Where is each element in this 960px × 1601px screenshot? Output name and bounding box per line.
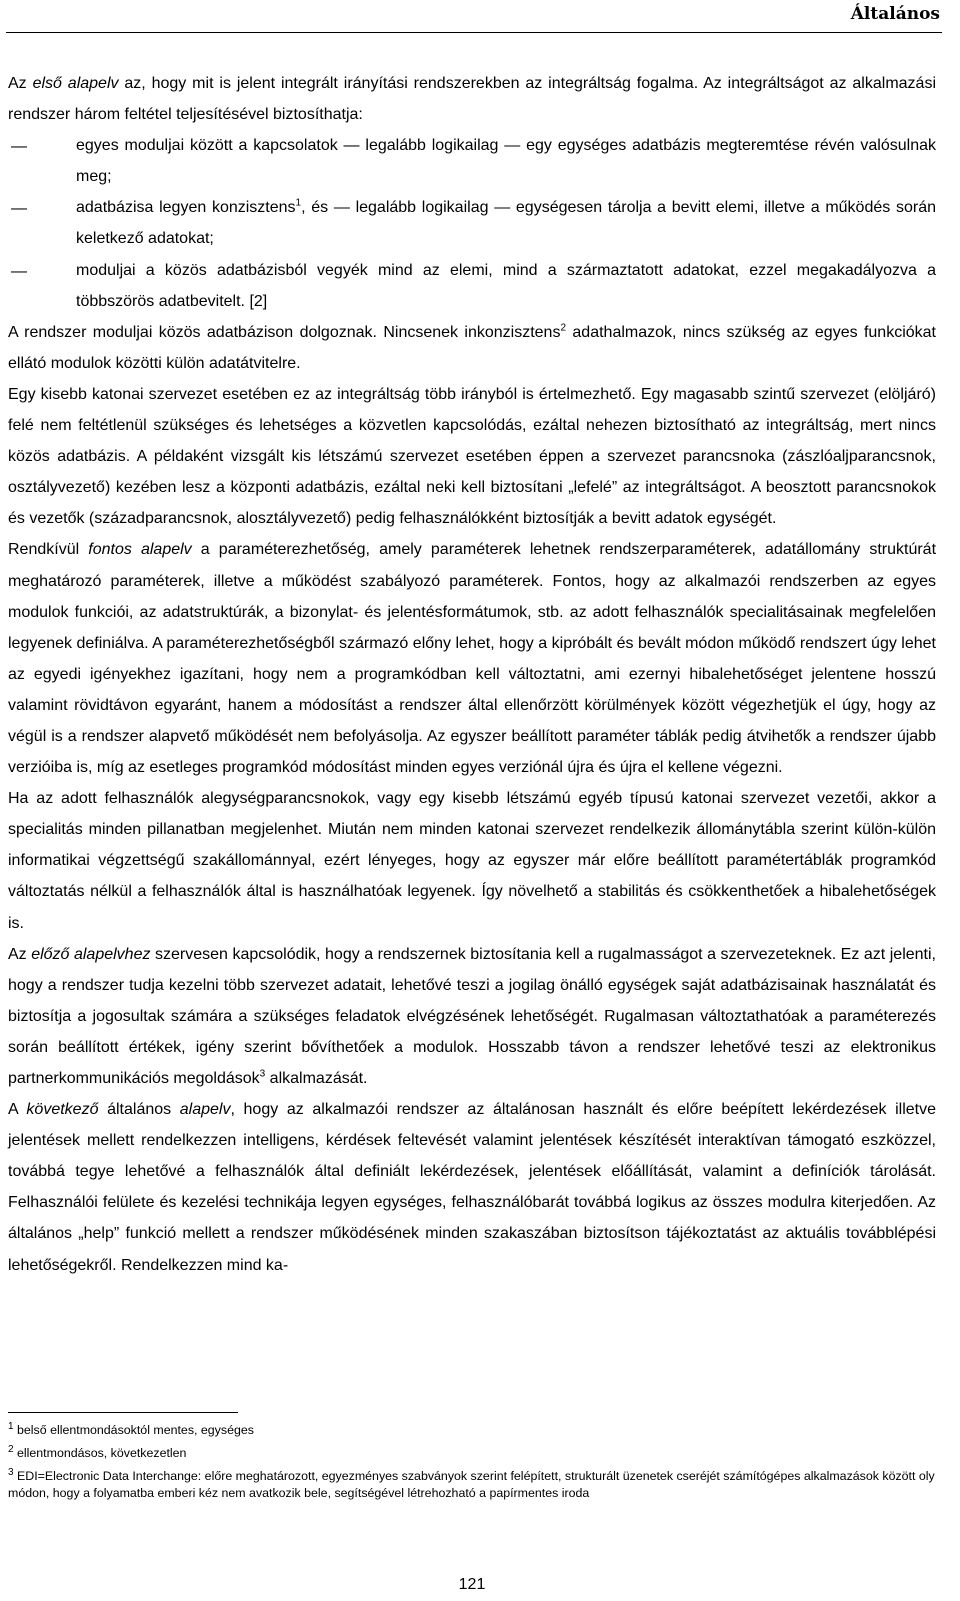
text-run: , hogy az alkalmazói rendszer az általánosan használt és előre beépített lekérdezések illetve jelentések mellett rendelkezzen intelligens, kérdések feltevését valamint jelentések készítését interaktívan támogató eszközzel, továbbá tegye lehetővé a felhasználók által definiált lekérdezések, jelentések előállítását, valamint a definíciók tárolását. Felhasználói felülete és kezelési technikája legyen egységes, felhasználóbarát továbbá logikus az összes modulra kiterjedően. Az általános „help” funkció mellett a rendszer működésének minden szakaszában biztosítson tájékoztatást az aktuális továbblépési lehetőségekről. Rendelkezzen mind ka- [8,1101,937,1274]
footnote [8,1445,938,1462]
footnote-text: belső ellentmondásoktól mentes, egységes [13,1423,254,1437]
dash-bullet-icon: — [11,138,27,156]
paragraph-4 [8,534,936,783]
paragraph-2 [8,317,936,379]
emphasis: első alapelv [32,75,119,92]
footnote-text: ellentmondásos, következetlen [13,1446,187,1460]
text-run: moduljai a közös adatbázisból vegyék mind az elemi, mind a származtatott adatokat, ezzel megakadályozva a többszörös adatbevitelt. [2] [76,261,936,310]
text-run: A [8,1101,27,1119]
paragraph-7 [8,1094,936,1281]
footnote-ref[interactable]: 2 [560,322,567,334]
running-header: Általános [850,4,940,24]
text-run: egyes moduljai között a kapcsolatok — legalább logikailag — egy egységes adatbázis megteremtése révén valósulnak meg; [76,137,936,186]
text-run: az, hogy mit is jelent integrált irányítási rendszerekben az integráltság fogalma. Az integráltságot az alkalmazási rendszer három feltétel teljesítésével biztosíthatja: [8,75,936,124]
footnote-text: EDI=Electronic Data Interchange: előre meghatározott, egyezményes szabványok szerint felépített, strukturált üzenetek cseréjét számítógépes alkalmazások között oly módon, hogy a folyamatba emberi kéz nem avatkozik bele, segítségével létrehozható a papírmentes iroda [8,1469,935,1500]
footnote-mark: 3 [8,1466,14,1478]
text-run: általános [98,1101,180,1119]
emphasis: fontos alapelv [88,541,192,559]
dash-bullet-icon: — [11,200,27,218]
footnotes [8,1422,938,1508]
bullet-list [8,130,936,317]
paragraph-3: Egy kisebb katonai szervezet esetében ez az integráltság több irányból is értelmezhető. Egy magasabb szintű szervezet (elöljáró) felé nem feltétlenül szükséges és lehetséges a közvetlen kapcsolódás, ezáltal nehezen biztosítható az integráltság, mert nincs közös adatbázis. A példaként vizsgált kis létszámú szervezet esetében éppen a szervezet parancsnoka (zászlóaljparancsnok, osztályvezető) kezében lesz a központi adatbázis, ezáltal neki kell biztosítani „lefelé” az integráltságot. A beosztott parancsnokok és vezetők (századparancsnok, alosztályvezető) pedig felhasználókként biztosítják a bevitt adatok egységét. [8,385,936,528]
footnote-ref[interactable]: 3 [259,1068,266,1080]
footnote [8,1468,938,1502]
text-run: , és — legalább logikailag — egységesen tárolja a bevitt elemi, illetve a működés során keletkező adatokat; [76,199,936,248]
paragraph-1 [8,68,936,130]
emphasis: előző alapelvhez [31,945,151,963]
footnote-mark: 2 [8,1443,14,1455]
text-run: Az [8,945,32,963]
paragraph-6 [8,939,936,1094]
footnote [8,1422,938,1439]
footnote-ref[interactable]: 1 [295,198,302,210]
text-run: Az [8,75,33,92]
emphasis: következő [26,1101,99,1119]
bullet-item [8,130,936,192]
emphasis: alapelv [179,1101,231,1119]
body-text [8,68,936,1281]
bullet-item [8,192,936,254]
text-run: A rendszer moduljai közös adatbázison dolgoznak. Nincsenek inkonzisztens [8,323,561,341]
dash-bullet-icon: — [11,262,27,280]
footnote-mark: 1 [8,1420,14,1432]
footnote-separator [8,1412,238,1413]
text-run: szervesen kapcsolódik, hogy a rendszernek biztosítania kell a rugalmasságot a szervezeteknek. Ez azt jelenti, hogy a rendszer tudja kezelni több szervezet adatait, lehetővé teszi a jogilag önálló egységek saját adatbázisainak használatát és biztosítja a jogosultak számára a szükséges feladatok elvégzésének lehetőségét. Rugalmasan változtathatóak a paraméterezés során beállított értékek, igény szerint bővíthetőek a modulok. Hosszabb távon a rendszer lehetővé teszi az elektronikus partnerkommunikációs megoldások [8,945,936,1087]
page-number: 121 [458,1576,486,1593]
paragraph-5: Ha az adott felhasználók alegységparancsnokok, vagy egy kisebb létszámú egyéb típusú katonai szervezet vezetői, akkor a specialitás minden pillanatban megjelenhet. Miután nem minden katonai szervezet rendelkezik állománytábla szerint külön-külön informatikai végzettségű szakállománnyal, ezért lényeges, hogy az egyszer már előre beállított paramétertáblák programkód változtatás nélkül a felhasználók által is használhatóak legyenek. Így növelhető a stabilitás és csökkenthetőek a hibalehetőségek is. [8,790,936,932]
text-run: adatbázisa legyen konzisztens [76,199,296,217]
header-rule [6,32,942,33]
text-run: adathalmazok, nincs szükség az egyes funkciókat ellátó modulok közötti külön adatátvitelre. [8,323,937,372]
text-run: a paraméterezhetőség, amely paraméterek lehetnek rendszerparaméterek, adatállomány struktúrát meghatározó paraméterek, illetve a működést szabályozó paraméterek. Fontos, hogy az alkalmazói rendszerben az egyes modulok funkciói, az adatstruktúrák, a bizonylat- és jelentésformátumok, stb. az adott felhasználók specialitásainak megfelelően legyenek definiálva. A paraméterezhetőségből származó előny lehet, hogy a kipróbált és bevált módon működő rendszert úgy lehet az egyedi igényekhez igazítani, hogy nem a programkódban kell változtatni, ami ezernyi hibalehetőséget jelentene hosszú valamint rövidtávon egyaránt, hanem a módosítást a rendszer által ellenőrzött körülmények között végezhetjük el úgy, hogy az végül is a rendszer alapvető működését nem befolyásolja. Az egyszer beállított paraméter táblák pedig átvihetők a rendszer újabb verzióiba is, míg az esetleges programkód módosítást minden egyes verziónál újra és újra el kellene végezni. [8,541,937,777]
text-run: Rendkívül [8,541,89,559]
text-run: alkalmazását. [265,1070,368,1087]
bullet-item [8,255,936,317]
